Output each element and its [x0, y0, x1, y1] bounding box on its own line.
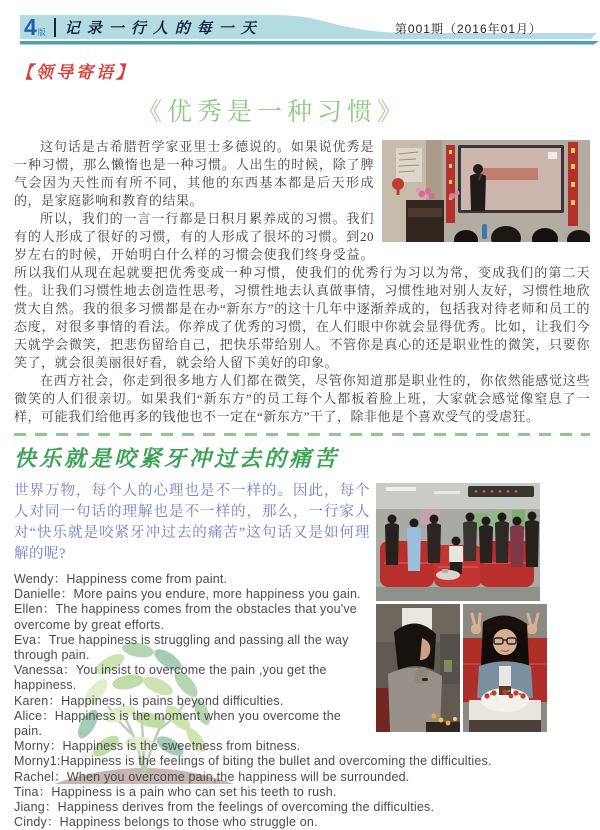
quote-author: Danielle： — [14, 587, 74, 602]
quote-line — [14, 815, 590, 830]
photo-group — [376, 483, 540, 601]
quote-author: Tina： — [14, 784, 52, 799]
quote-text: Happiness is the sweetness from bitness. — [62, 739, 301, 754]
quote-text: Happiness come from paint. — [66, 572, 228, 586]
quote-author: Morny： — [14, 739, 63, 754]
quote-text: You insist to overcome the pain ,you get the happiness. — [14, 663, 327, 693]
quote-line — [14, 754, 590, 769]
issue-label: 第001期（2016年01月） — [394, 22, 542, 36]
section1-paragraph-2: 所以，我们的一言一行都是日积月累养成的习惯。我们有的人形成了很好的习惯，有的人形成了很坏的习惯。到20岁左右的时候，开始明白什么样的习惯会使我们终身受益。所以我们从现在起就要把优秀变成一种习惯，使我们的优秀行为习以为常，变成我们的第二天性。让我们习惯性地去创造性思考，习惯性地去认真做事情，习惯性地对别人友好，习惯性地欣赏大自然。我的很多习惯都是在办“新东方”的这十几年中逐渐养成的，包括我对待老师和员工的态度，对很多事情的看法。你养成了优秀的习惯，在人们眼中你就会显得优秀。比如，让我们今天就学会微笑，把悲伤留给自己，把快乐带给别人。不管你是真心的还是职业性的微笑，只要你笑了，就会很美丽很好看，就会给人留下美好的印象。 — [14, 211, 590, 370]
masthead-title: 记录一行人的每一天 — [64, 20, 263, 37]
quote-author: Cindy： — [14, 815, 60, 830]
quote-author: Eva： — [14, 632, 49, 647]
quote-author: Morny1: — [14, 754, 61, 769]
page-number-label: 版 — [37, 27, 46, 37]
masthead — [0, 14, 600, 46]
quote-author: Ellen： — [14, 602, 56, 617]
quote-text: Happiness, is pains beyond difficulties. — [61, 693, 284, 708]
quote-text: Happiness belongs to those who struggle on. — [59, 815, 318, 830]
section2-photos — [376, 483, 590, 732]
dashed-divider — [14, 433, 590, 436]
page-content — [14, 56, 590, 830]
quote-line — [14, 785, 590, 800]
section1-tag: 【领导寄语】 — [16, 63, 136, 82]
quote-text: When you overcome pain,the happiness will be surrounded. — [66, 769, 410, 784]
quote-text: Happiness derives from the feelings of overcoming the difficulties. — [57, 800, 435, 815]
quote-author: Wendy： — [14, 572, 67, 586]
quote-line — [14, 739, 590, 754]
quote-text: Happiness is the feelings of biting the bullet and overcoming the difficulties. — [60, 754, 492, 769]
photo-birthday-cake — [463, 604, 547, 732]
section1-title: 《优秀是一种习惯》 — [136, 99, 407, 126]
quote-text: The happiness comes from the obstacles that you've overcome by great efforts. — [14, 602, 357, 632]
quote-line — [14, 800, 590, 815]
quote-author: Rachel： — [14, 769, 67, 784]
quote-author: Jiang： — [14, 800, 58, 815]
section2-intro: 世界万物，每个人的心理也是不一样的。因此，每个人对同一句话的理解也是不一样的，那么，一行家人对“快乐就是咬紧牙冲过去的痛苦”这句话又是如何理解的呢? — [14, 483, 370, 562]
photo-candles — [376, 604, 460, 732]
quote-text: Happiness is the moment when you overcome the pain. — [14, 708, 342, 739]
photo-presentation — [382, 140, 590, 242]
section1-paragraph-1: 这句话是古希腊哲学家亚里士多德说的。如果说优秀是一种习惯，那么懒惰也是一种习惯。人出生的时候，除了脾气会因为天性而有所不同，其他的东西基本都是后天形成的，是家庭影响和教育的结果。 — [14, 139, 374, 208]
quote-line — [14, 770, 590, 785]
page-number: 4 — [24, 14, 37, 40]
quote-text: More pains you endure, more happiness you gain. — [73, 587, 361, 602]
quote-text: Happiness is a pain who can set his teeth to rush. — [51, 784, 337, 799]
masthead-divider — [54, 18, 56, 37]
section1-article — [14, 138, 590, 426]
section1-paragraph-3: 在西方社会，你走到很多地方人们都在微笑，尽管你知道那是职业性的，你依然能感觉这些微笑的人们很亲切。如果我们“新东方”的员工每个人都板着脸上班，大家就会感觉像窒息了一样，可能我们给他再多的钱他也不一定在“新东方”干了，除非他是个喜欢受气的受虐狂。 — [14, 373, 590, 424]
quote-author: Alice： — [14, 708, 55, 723]
quote-author: Vanessa： — [14, 663, 76, 678]
quote-author: Karen： — [14, 693, 62, 708]
quote-text: True happiness is struggling and passing all the way through pain. — [14, 632, 349, 663]
section2-title: 快乐就是咬紧牙冲过去的痛苦 — [14, 446, 340, 471]
